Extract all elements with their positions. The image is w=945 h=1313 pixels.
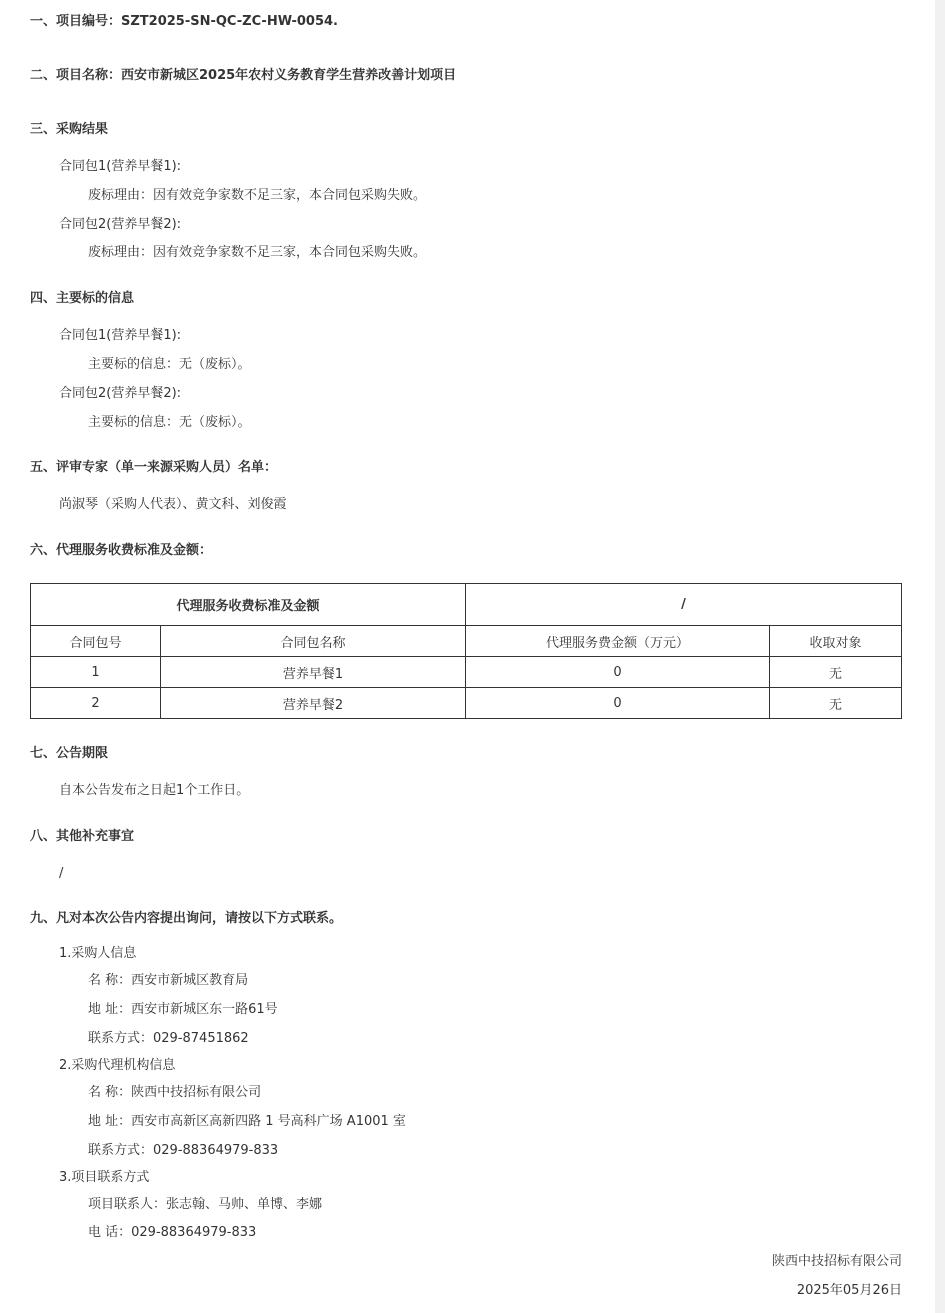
table-cell: 营养早餐1 (161, 657, 466, 688)
issuer-name: 陕西中技招标有限公司 (771, 1254, 902, 1269)
agency-name: 名 称：陕西中技招标有限公司 (88, 1085, 262, 1100)
table-cell: 0 (466, 657, 770, 688)
table-cell: 0 (466, 688, 770, 719)
scrollbar[interactable] (935, 0, 945, 1313)
purchaser-contact: 联系方式：029-87451862 (88, 1031, 249, 1046)
column-header: 收取对象 (770, 626, 902, 657)
procurement-result-heading: 三、采购结果 (30, 122, 109, 137)
other-matters-text: / (59, 866, 64, 881)
column-header: 代理服务费金额（万元） (466, 626, 770, 657)
contact-heading: 九、凡对本次公告内容提出询问，请按以下方式联系。 (30, 911, 343, 926)
subject-info-heading: 四、主要标的信息 (30, 291, 135, 306)
agency-fee-table (30, 583, 902, 719)
other-matters-heading: 八、其他补充事宜 (30, 829, 135, 844)
issue-date: 2025年05月26日 (796, 1283, 902, 1298)
table-cell: 营养早餐2 (161, 688, 466, 719)
project-number-heading: 一、项目编号：SZT2025-SN-QC-ZC-HW-0054. (30, 14, 338, 29)
table-cell: 无 (770, 657, 902, 688)
result-package-1-reason: 废标理由：因有效竞争家数不足三家，本合同包采购失败。 (88, 188, 427, 203)
subject-package-1: 合同包1(营养早餐1): (59, 328, 182, 343)
project-contact-phone: 电 话：029-88364979-833 (88, 1225, 257, 1240)
table-cell: 2 (31, 688, 161, 719)
table-title-cell: 代理服务收费标准及金额 (31, 584, 466, 626)
table-title-row (31, 584, 902, 626)
agency-fee-heading: 六、代理服务收费标准及金额： (30, 543, 213, 558)
project-contact-people: 项目联系人：张志翰、马帅、单博、李娜 (88, 1197, 323, 1212)
subject-package-2: 合同包2(营养早餐2): (59, 386, 182, 401)
agency-info-title: 2.采购代理机构信息 (59, 1058, 176, 1073)
result-package-2-reason: 废标理由：因有效竞争家数不足三家，本合同包采购失败。 (88, 245, 427, 260)
experts-list: 尚淑琴（采购人代表）、黄文科、刘俊霞 (59, 497, 287, 512)
project-name-heading: 二、项目名称：西安市新城区2025年农村义务教育学生营养改善计划项目 (30, 68, 457, 83)
project-contact-title: 3.项目联系方式 (59, 1170, 150, 1185)
column-header: 合同包号 (31, 626, 161, 657)
purchaser-info-title: 1.采购人信息 (59, 946, 137, 961)
table-cell: 无 (770, 688, 902, 719)
announcement-period-heading: 七、公告期限 (30, 746, 109, 761)
agency-contact: 联系方式：029-88364979-833 (88, 1143, 279, 1158)
column-header: 合同包名称 (161, 626, 466, 657)
table-title-value-cell: / (466, 584, 902, 626)
subject-package-1-info: 主要标的信息：无（废标）。 (88, 357, 251, 372)
table-header-row (31, 626, 902, 657)
subject-package-2-info: 主要标的信息：无（废标）。 (88, 415, 251, 430)
experts-heading: 五、评审专家（单一来源采购人员）名单： (30, 460, 278, 475)
result-package-2: 合同包2(营养早餐2): (59, 217, 182, 232)
purchaser-name: 名 称：西安市新城区教育局 (88, 973, 249, 988)
table-row (31, 657, 902, 688)
announcement-period-text: 自本公告发布之日起1个工作日。 (59, 783, 250, 798)
result-package-1: 合同包1(营养早餐1): (59, 159, 182, 174)
table-cell: 1 (31, 657, 161, 688)
table-row (31, 688, 902, 719)
purchaser-address: 地 址：西安市新城区东一路61号 (88, 1002, 278, 1017)
agency-address: 地 址：西安市高新区高新四路 1 号高科广场 A1001 室 (88, 1114, 406, 1129)
